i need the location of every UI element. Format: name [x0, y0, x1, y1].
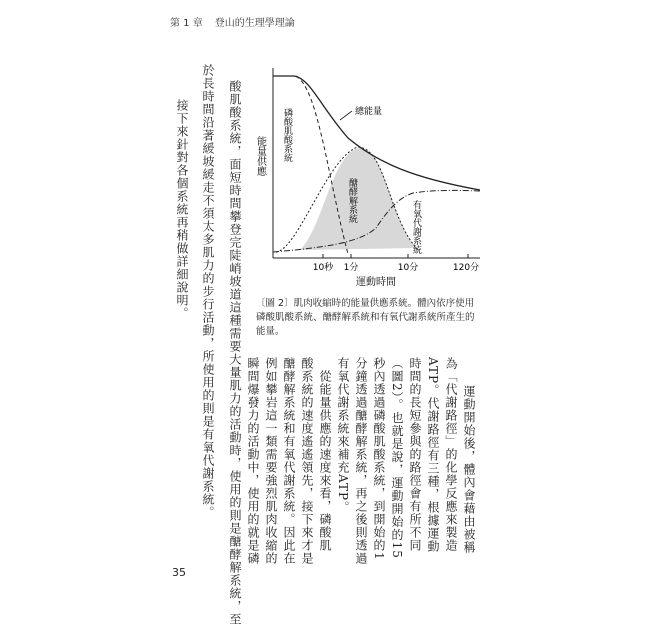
text-column: 分鐘透過醣酵解系統，再之後則透過 [354, 357, 368, 565]
text-column: 酸肌酸系統，面短時間攀登完陡峭坡道這種需要大量肌力的活動時，使用的則是醣酵解系統，至 [228, 80, 242, 626]
text-column: 酸系統的速度遙遙領先，接下來才是 [300, 357, 314, 565]
energy-supply-figure [248, 58, 488, 298]
x-axis-label: 運動時間 [356, 277, 396, 288]
total-energy-label: 總能量 [355, 107, 383, 117]
page-number: 35 [172, 566, 186, 579]
text-column: 從能量供應的速度來看，磷酸肌 [318, 357, 332, 552]
text-column: ATP。代謝路徑有三種，根據運動 [426, 357, 440, 554]
chapter-title: 登山的生理學理論 [214, 18, 295, 29]
text-column: 時間的長短參與的路徑會有所不同 [408, 357, 422, 552]
glycolysis-label: 醣酵解系統 [347, 178, 357, 223]
text-column: 為「代謝路徑」的化學反應來製造 [444, 357, 458, 552]
glycolysis-area [300, 148, 416, 250]
y-axis-label: 能量供應 [254, 136, 266, 176]
pcr-label: 磷酸肌酸系統 [282, 108, 292, 162]
running-header [170, 14, 295, 29]
text-column: 接下來針對各個系統再稍做詳細說明。 [175, 86, 189, 320]
text-column: 醣酵解系統和有氧代謝系統。因此在 [282, 357, 296, 565]
energy-chart [248, 58, 488, 298]
text-column: （圖2）。也就是說，運動開始的15 [390, 357, 404, 559]
text-column: 有氧代謝系統來補充ATP。 [336, 357, 350, 515]
aerobic-label: 有氧代謝系統 [411, 200, 421, 254]
text-column: 運動開始後，體內會藉由被稱 [462, 372, 476, 554]
x-tick-label: 1分 [343, 263, 359, 273]
x-tick-label: 120分 [452, 263, 480, 273]
text-column: 於長時間沿著緩坡緩走不須太多肌力的步行活動，所使用的則是有氧代謝系統。 [201, 64, 215, 519]
text-column: 瞬間爆發力的活動中，使用的就是磷 [246, 357, 260, 565]
x-tick-label: 10分 [397, 263, 419, 273]
figure-caption: 〔圖 2〕肌肉收縮時的能量供應系統。體內依序使用磷酸肌酸系統、醣酵解系統和有氧代謝系統所產生的能量。 [256, 298, 475, 337]
text-column: 秒內透過磷酸肌酸系統，到開始的1 [372, 357, 386, 561]
chapter-label: 第 1 章 [170, 18, 203, 29]
x-tick-label: 10秒 [312, 263, 334, 273]
text-column: 例如攀岩這一類需要強烈肌肉收縮的 [264, 357, 278, 565]
